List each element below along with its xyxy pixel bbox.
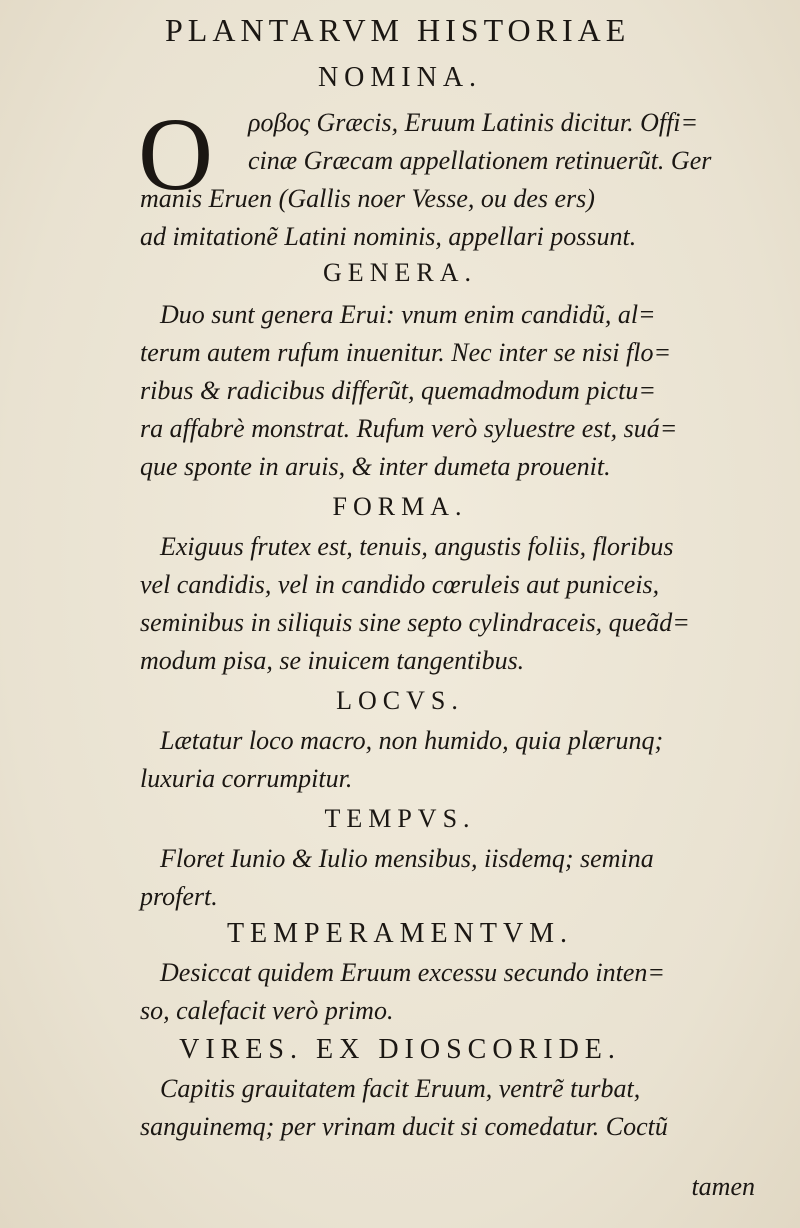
text-line: seminibus in siliquis sine septo cylindraceis, queãd=	[140, 608, 690, 637]
section-heading-vires: VIRES. EX DIOSCORIDE.	[179, 1034, 621, 1065]
text-line: Desiccat quidem Eruum excessu secundo inten=	[160, 958, 665, 987]
section-heading-genera: GENERA.	[323, 258, 477, 287]
text-line: terum autem rufum inuenitur. Nec inter se nisi flo=	[140, 338, 672, 367]
text-line: manis Eruen (Gallis noer Vesse, ou des ers)	[140, 184, 595, 213]
text-line: Duo sunt genera Erui: vnum enim candidũ, al=	[160, 300, 656, 329]
text-line: luxuria corrumpitur.	[140, 764, 353, 793]
text-line: Exiguus frutex est, tenuis, angustis foliis, floribus	[160, 532, 674, 561]
text-line: so, calefacit verò primo.	[140, 996, 394, 1025]
text-line: ra affabrè monstrat. Rufum verò syluestre est, suá=	[140, 414, 678, 443]
text-line: cinæ Græcam appellationem retinuerũt. Ger	[248, 146, 712, 175]
text-line: profert.	[140, 882, 218, 911]
text-line: ad imitationẽ Latini nominis, appellari possunt.	[140, 222, 637, 251]
text-line: modum pisa, se inuicem tangentibus.	[140, 646, 525, 675]
running-head: PLANTARVM HISTORIAE	[165, 12, 631, 48]
text-line: vel candidis, vel in candido cœruleis aut puniceis,	[140, 570, 660, 599]
section-heading-nomina: NOMINA.	[317, 62, 483, 93]
text-line: que sponte in aruis, & inter dumeta prouenit.	[140, 452, 611, 481]
section-heading-temperamentum: TEMPERAMENTVM.	[226, 918, 574, 949]
drop-cap-initial: O	[138, 97, 214, 212]
text-line: Capitis grauitatem facit Eruum, ventrẽ turbat,	[160, 1074, 641, 1103]
text-line: ροβος Græcis, Eruum Latinis dicitur. Offi=	[248, 108, 699, 137]
text-line: ribus & radicibus differũt, quemadmodum pictu=	[140, 376, 656, 405]
text-line: Floret Iunio & Iulio mensibus, iisdemq; semina	[160, 844, 654, 873]
section-heading-forma: FORMA.	[332, 492, 468, 521]
text-line: sanguinemq; per vrinam ducit si comedatur. Coctũ	[140, 1112, 668, 1141]
section-heading-tempus: TEMPVS.	[324, 804, 476, 833]
text-line: Lætatur loco macro, non humido, quia plærunq;	[160, 726, 664, 755]
catchword: tamen	[691, 1172, 755, 1201]
section-heading-locus: LOCVS.	[336, 686, 464, 715]
